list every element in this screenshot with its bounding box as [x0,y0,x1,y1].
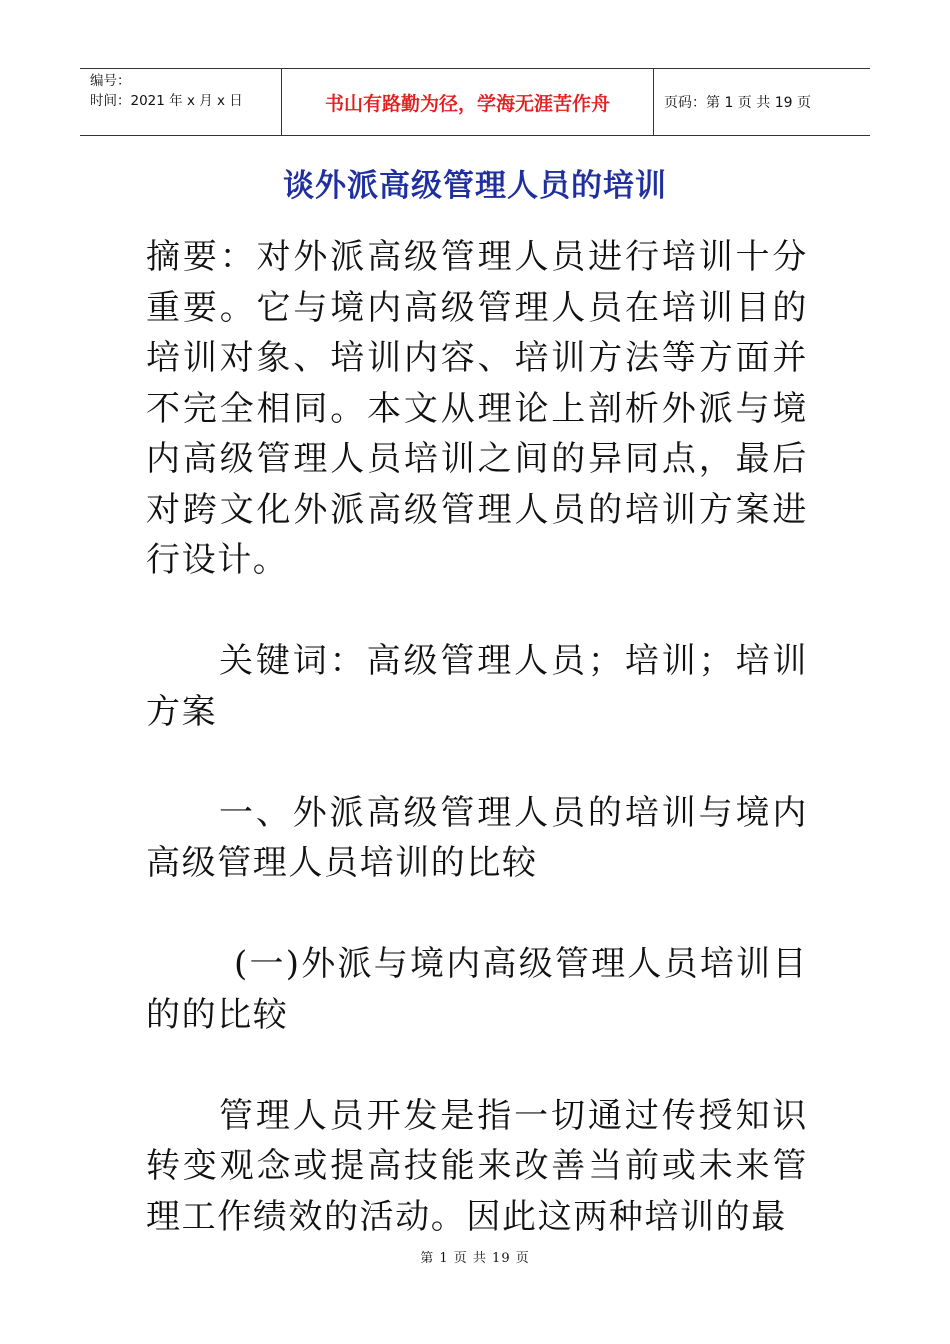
document-title: 谈外派高级管理人员的培训 [283,168,667,204]
number-label: 编号： [90,73,131,89]
subsection-heading: (一)外派与境内高级管理人员培训目的的比较 [146,944,808,1035]
page-footer: 第 1 页 共 19 页 [420,1251,530,1266]
time-label: 时间：2021 年 x 月 x 日 [90,93,243,109]
header-page-info: 页码：第 1 页 共 19 页 [664,95,811,111]
abstract-paragraph: 摘要：对外派高级管理人员进行培训十分重要。它与境内高级管理人员在培训目的培训对象、培训内容、培训方法等方面并不完全相同。本文从理论上剖析外派与境内高级管理人员培训之间的异同点，最后对跨文化外派高级管理人员的培训方案进行设计。 [146,237,808,580]
section-heading: 一、外派高级管理人员的培训与境内高级管理人员培训的比较 [146,792,808,883]
keywords-paragraph: 关键词：高级管理人员；培训；培训方案 [146,641,808,732]
document-body [146,232,808,1242]
header-motto: 书山有路勤为径，学海无涯苦作舟 [282,69,654,135]
body-paragraph: 管理人员开发是指一切通过传授知识转变观念或提高技能来改善当前或未来管理工作绩效的活动。因此这两种培训的最 [146,1095,808,1237]
header-meta [80,69,282,135]
document-header [80,68,870,136]
